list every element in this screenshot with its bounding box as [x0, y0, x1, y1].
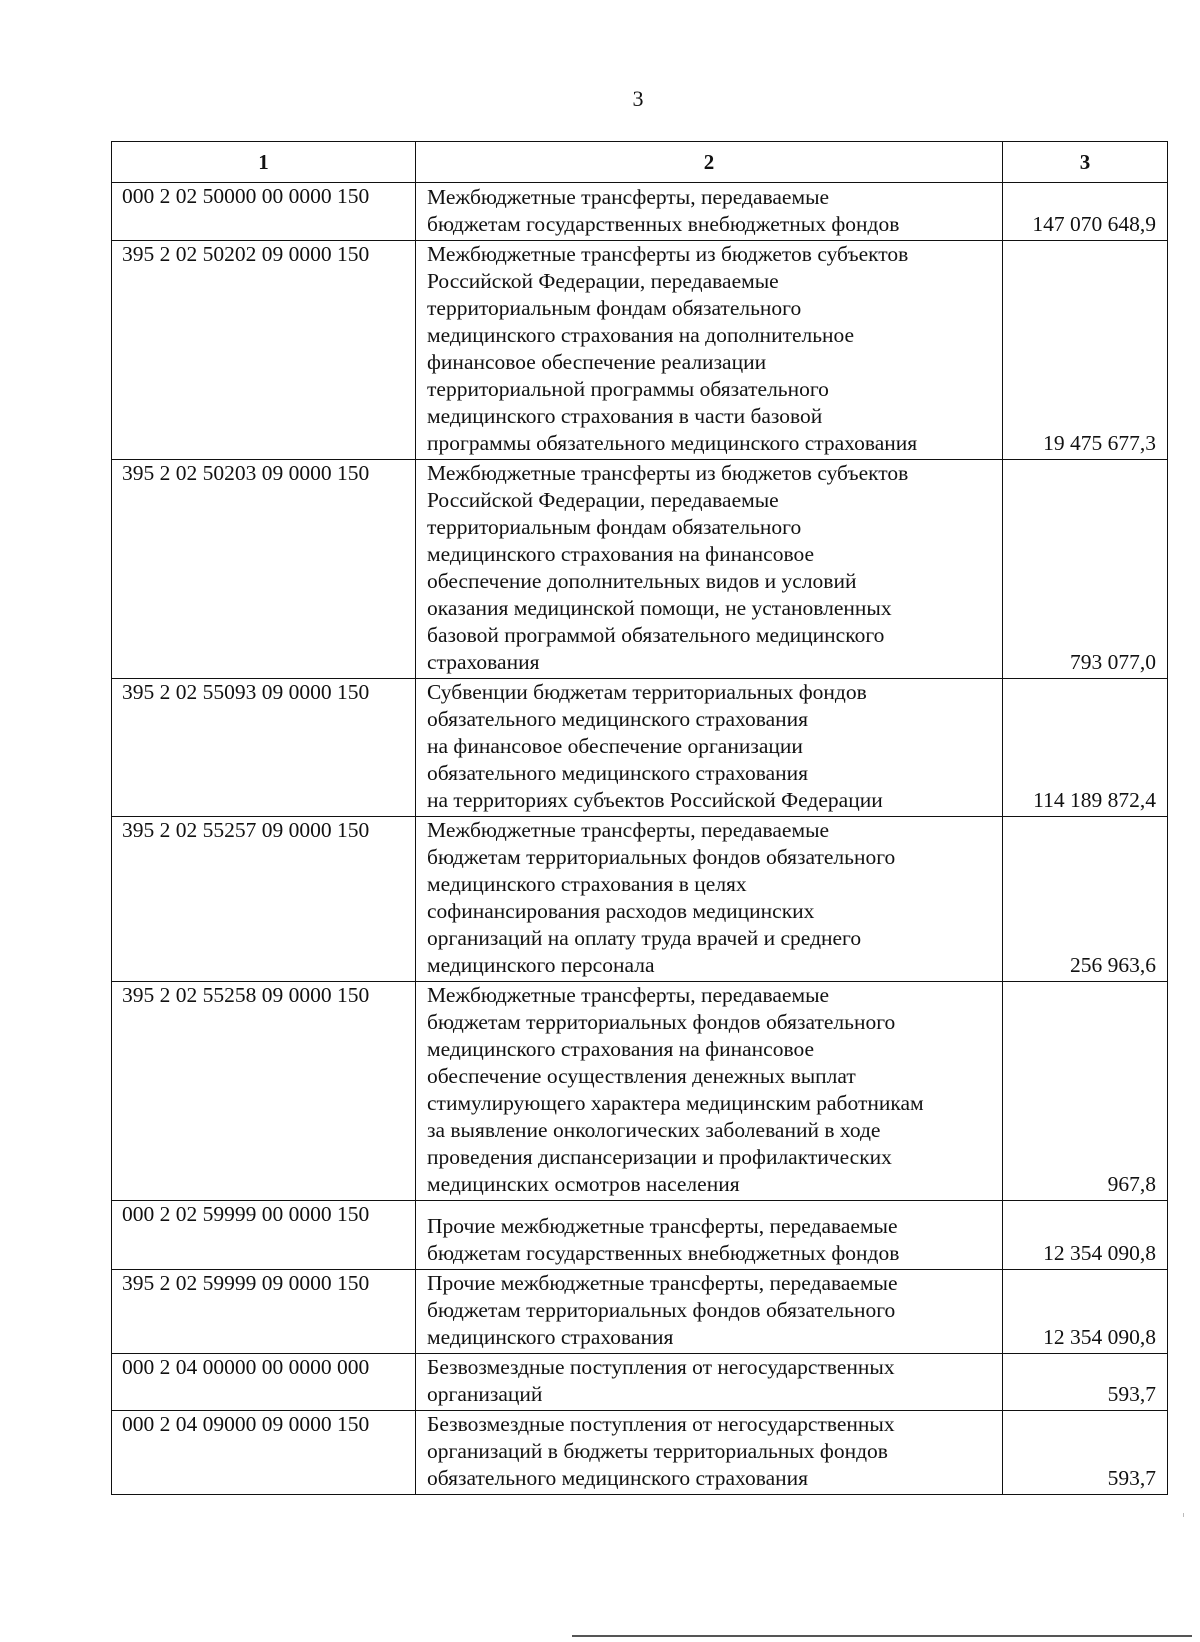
budget-code-cell: 000 2 02 50000 00 0000 150 [112, 183, 416, 241]
budget-code-cell: 395 2 02 59999 09 0000 150 [112, 1270, 416, 1354]
budget-code-cell: 395 2 02 55093 09 0000 150 [112, 679, 416, 817]
revenue-table [111, 141, 1168, 1495]
table-row [112, 1201, 1168, 1270]
description-line: территориальным фондам обязательного [427, 296, 802, 320]
description-line: бюджетам территориальных фондов обязательного [427, 845, 896, 869]
description-line: медицинского персонала [427, 953, 655, 977]
description-line: финансовое обеспечение реализации [427, 350, 767, 374]
description-cell [416, 679, 1003, 817]
description-line: бюджетам территориальных фондов обязательного [427, 1010, 896, 1034]
table-row [112, 817, 1168, 982]
description-line: медицинского страхования на финансовое [427, 1037, 815, 1061]
description-cell [416, 183, 1003, 241]
budget-code-cell: 000 2 04 00000 00 0000 000 [112, 1354, 416, 1411]
description-line: организаций на оплату труда врачей и среднего [427, 926, 862, 950]
description-cell [416, 1201, 1003, 1270]
description-cell [416, 817, 1003, 982]
page-number: 3 [632, 86, 644, 111]
description-line: Межбюджетные трансферты, передаваемые [427, 818, 830, 842]
description-line: медицинского страхования [427, 1325, 674, 1349]
description-line: на финансовое обеспечение организации [427, 734, 803, 758]
budget-code-cell: 000 2 02 59999 00 0000 150 [112, 1201, 416, 1270]
scan-artifact-mark [1183, 1513, 1184, 1517]
description-line: Межбюджетные трансферты, передаваемые [427, 185, 830, 209]
description-line: обеспечение дополнительных видов и условий [427, 569, 857, 593]
table-row [112, 1270, 1168, 1354]
description-line: территориальным фондам обязательного [427, 515, 802, 539]
description-line: страхования [427, 650, 540, 674]
column-header-description: 2 [416, 142, 1003, 183]
amount-cell: 12 354 090,8 [1003, 1201, 1168, 1270]
footer-divider [572, 1635, 1192, 1637]
budget-code-cell: 395 2 02 55257 09 0000 150 [112, 817, 416, 982]
description-cell [416, 460, 1003, 679]
description-line: бюджетам государственных внебюджетных фондов [427, 212, 900, 236]
description-line: бюджетам государственных внебюджетных фондов [427, 1241, 900, 1265]
description-line: медицинского страхования в целях [427, 872, 747, 896]
description-line: Межбюджетные трансферты, передаваемые [427, 983, 830, 1007]
description-line: медицинского страхования на финансовое [427, 542, 815, 566]
amount-cell: 593,7 [1003, 1354, 1168, 1411]
description-line: оказания медицинской помощи, не установленных [427, 596, 892, 620]
column-header-amount: 3 [1003, 142, 1168, 183]
description-line: базовой программой обязательного медицинского [427, 623, 885, 647]
table-row [112, 460, 1168, 679]
description-line: Межбюджетные трансферты из бюджетов субъектов [427, 242, 909, 266]
description-line: на территориях субъектов Российской Федерации [427, 788, 883, 812]
table-row [112, 1411, 1168, 1495]
description-line: Безвозмездные поступления от негосударственных [427, 1355, 895, 1379]
table-row [112, 1354, 1168, 1411]
description-line: обязательного медицинского страхования [427, 761, 809, 785]
table-row [112, 679, 1168, 817]
description-line: обязательного медицинского страхования [427, 1466, 809, 1490]
table-header [112, 142, 1168, 183]
description-line: Субвенции бюджетам территориальных фондов [427, 680, 867, 704]
amount-cell: 19 475 677,3 [1003, 241, 1168, 460]
description-line: проведения диспансеризации и профилактических [427, 1145, 892, 1169]
description-line: территориальной программы обязательного [427, 377, 829, 401]
description-line: Межбюджетные трансферты из бюджетов субъектов [427, 461, 909, 485]
description-line: организаций в бюджеты территориальных фондов [427, 1439, 888, 1463]
description-line: Прочие межбюджетные трансферты, передаваемые [427, 1271, 898, 1295]
description-line: софинансирования расходов медицинских [427, 899, 815, 923]
description-line: бюджетам территориальных фондов обязательного [427, 1298, 896, 1322]
description-line: медицинского страхования в части базовой [427, 404, 823, 428]
table-row [112, 183, 1168, 241]
amount-cell: 593,7 [1003, 1411, 1168, 1495]
amount-cell: 793 077,0 [1003, 460, 1168, 679]
amount-cell: 256 963,6 [1003, 817, 1168, 982]
amount-cell: 12 354 090,8 [1003, 1270, 1168, 1354]
description-line: Российской Федерации, передаваемые [427, 269, 779, 293]
amount-cell: 114 189 872,4 [1003, 679, 1168, 817]
column-header-code: 1 [112, 142, 416, 183]
table-row [112, 241, 1168, 460]
description-cell [416, 241, 1003, 460]
description-line: стимулирующего характера медицинским работникам [427, 1091, 924, 1115]
budget-code-cell: 395 2 02 50203 09 0000 150 [112, 460, 416, 679]
table-row [112, 982, 1168, 1201]
header-row [112, 142, 1168, 183]
description-cell [416, 1354, 1003, 1411]
description-line: программы обязательного медицинского страхования [427, 431, 918, 455]
description-cell [416, 1270, 1003, 1354]
description-cell [416, 1411, 1003, 1495]
description-line: Российской Федерации, передаваемые [427, 488, 779, 512]
description-line: обеспечение осуществления денежных выплат [427, 1064, 856, 1088]
description-line: за выявление онкологических заболеваний в ходе [427, 1118, 881, 1142]
description-line: обязательного медицинского страхования [427, 707, 809, 731]
description-cell [416, 982, 1003, 1201]
description-line: медицинских осмотров населения [427, 1172, 740, 1196]
amount-cell: 967,8 [1003, 982, 1168, 1201]
budget-code-cell: 395 2 02 55258 09 0000 150 [112, 982, 416, 1201]
description-line: Безвозмездные поступления от негосударственных [427, 1412, 895, 1436]
description-line: организаций [427, 1382, 543, 1406]
budget-code-cell: 395 2 02 50202 09 0000 150 [112, 241, 416, 460]
budget-code-cell: 000 2 04 09000 09 0000 150 [112, 1411, 416, 1495]
amount-cell: 147 070 648,9 [1003, 183, 1168, 241]
description-line: медицинского страхования на дополнительное [427, 323, 855, 347]
description-line: Прочие межбюджетные трансферты, передаваемые [427, 1214, 898, 1238]
table-body [112, 183, 1168, 1495]
